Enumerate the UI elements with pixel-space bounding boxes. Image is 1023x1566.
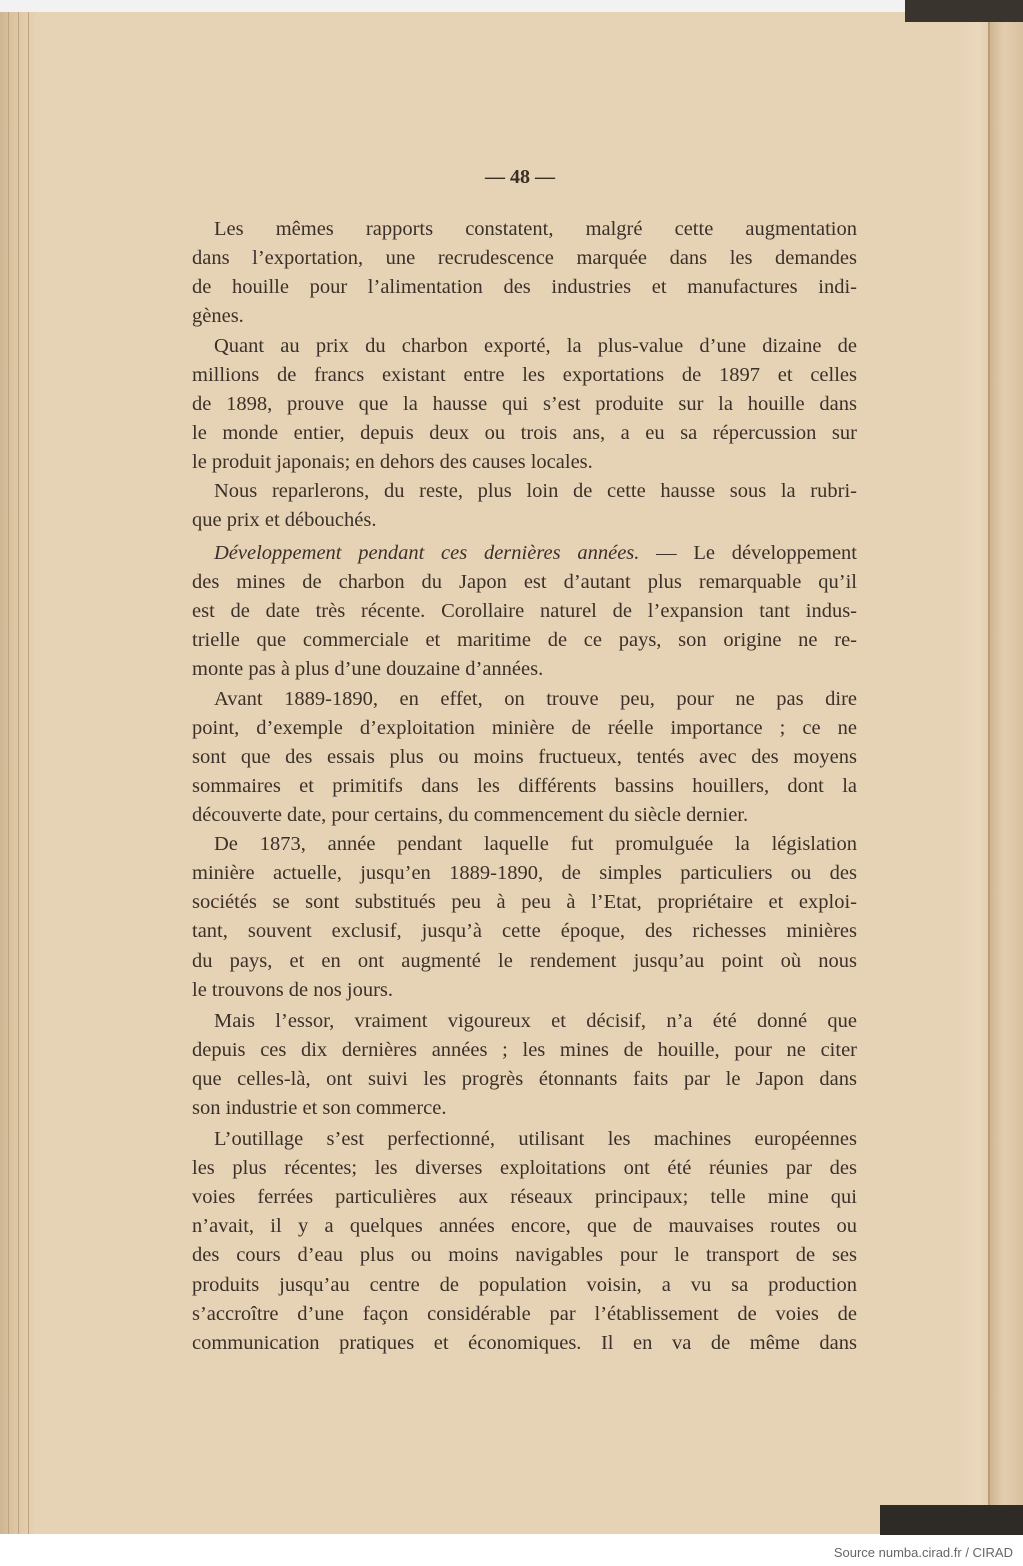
text-line: [214, 217, 857, 241]
line-text: Quant au prix du charbon exporté, la plus-value d’une dizaine de: [214, 335, 857, 357]
line-text: minière actuelle, jusqu’en 1889-1890, de simples particuliers ou des: [192, 862, 857, 884]
text-line: [214, 334, 857, 358]
book-binding-edge: [988, 20, 1023, 1535]
line-text: voies ferrées particulières aux réseaux principaux; telle mine qui: [192, 1186, 857, 1208]
line-text: tant, souvent exclusif, jusqu’à cette époque, des richesses minières: [192, 920, 857, 942]
line-text: Les mêmes rapports constatent, malgré cette augmentation: [214, 218, 857, 240]
line-text: s’accroître d’une façon considérable par l’établissement de voies de: [192, 1303, 857, 1325]
line-text: dans l’exportation, une recrudescence marquée dans les demandes: [192, 247, 857, 269]
book-cover-corner-bottom: [880, 1505, 1023, 1535]
text-line: [192, 745, 857, 769]
text-line: [192, 1067, 857, 1091]
line-text: — Le développement: [656, 542, 857, 564]
text-line: [214, 687, 857, 711]
text-line: [192, 949, 857, 973]
text-line: [214, 832, 857, 856]
line-text: les plus récentes; les diverses exploitations ont été réunies par des: [192, 1157, 857, 1179]
text-line: [192, 246, 857, 270]
text-line: [214, 479, 857, 503]
text-line: [192, 1096, 857, 1120]
text-line: [192, 1214, 857, 1238]
line-text: Mais l’essor, vraiment vigoureux et décisif, n’a été donné que: [214, 1010, 857, 1032]
line-text: De 1873, année pendant laquelle fut promulguée la législation: [214, 833, 857, 855]
text-line: [192, 1038, 857, 1062]
text-line: [192, 861, 857, 885]
line-text: le produit japonais; en dehors des causes locales.: [192, 451, 593, 473]
text-line: [192, 1185, 857, 1209]
line-text: le monde entier, depuis deux ou trois ans, a eu sa répercussion sur: [192, 422, 857, 444]
text-line: [192, 363, 857, 387]
text-line: [192, 508, 857, 532]
text-line: [192, 1156, 857, 1180]
text-line: [192, 304, 857, 328]
line-text: Nous reparlerons, du reste, plus loin de cette hausse sous la rubri-: [214, 480, 857, 502]
line-text: du pays, et en ont augmenté le rendement jusqu’au point où nous: [192, 950, 857, 972]
text-line: [192, 421, 857, 445]
line-text: point, d’exemple d’exploitation minière de réelle importance ; ce ne: [192, 717, 857, 739]
line-text: son industrie et son commerce.: [192, 1097, 447, 1119]
text-line: [192, 1331, 857, 1355]
line-text: L’outillage s’est perfectionné, utilisant les machines européennes: [214, 1128, 857, 1150]
line-text: des mines de charbon du Japon est d’autant plus remarquable qu’il: [192, 571, 857, 593]
section-heading-italic: Développement pendant ces dernières années.: [214, 542, 640, 564]
line-text: millions de francs existant entre les exportations de 1897 et celles: [192, 364, 857, 386]
text-line: [192, 978, 857, 1002]
text-line: [192, 570, 857, 594]
page-stack-edge: [0, 12, 36, 1534]
text-line: [192, 1243, 857, 1267]
text-line: [192, 1273, 857, 1297]
line-text: des cours d’eau plus ou moins navigables pour le transport de ses: [192, 1244, 857, 1266]
line-text: n’avait, il y a quelques années encore, que de mauvaises routes ou: [192, 1215, 857, 1237]
text-line: [192, 774, 857, 798]
line-text: que prix et débouchés.: [192, 509, 377, 531]
text-line: [192, 599, 857, 623]
line-text: produits jusqu’au centre de population voisin, a vu sa production: [192, 1274, 857, 1296]
line-text: sont que des essais plus ou moins fructueux, tentés avec des moyens: [192, 746, 857, 768]
text-line: [192, 450, 857, 474]
line-text: le trouvons de nos jours.: [192, 979, 393, 1001]
text-line: [192, 919, 857, 943]
line-text: communication pratiques et économiques. Il en va de même dans: [192, 1332, 857, 1354]
text-line: [192, 657, 857, 681]
text-line: [214, 541, 857, 565]
text-line: [192, 716, 857, 740]
text-line: [192, 275, 857, 299]
page-number: — 48 —: [485, 166, 555, 188]
line-text: découverte date, pour certains, du commencement du siècle dernier.: [192, 804, 749, 826]
text-line: [192, 1302, 857, 1326]
text-line: [192, 392, 857, 416]
line-text: de 1898, prouve que la hausse qui s’est produite sur la houille dans: [192, 393, 857, 415]
line-text: trielle que commerciale et maritime de ce pays, son origine ne re-: [192, 629, 857, 651]
text-line: [192, 803, 857, 827]
line-text: sommaires et primitifs dans les différents bassins houillers, dont la: [192, 775, 857, 797]
scan-background-top: [0, 0, 905, 12]
line-text: que celles-là, ont suivi les progrès étonnants faits par le Japon dans: [192, 1068, 857, 1090]
line-text: sociétés se sont substitués peu à peu à l’Etat, propriétaire et exploi-: [192, 891, 857, 913]
line-text: Avant 1889-1890, en effet, on trouve peu, pour ne pas dire: [214, 688, 857, 710]
text-line: [214, 1009, 857, 1033]
text-line: [214, 1127, 857, 1151]
line-text: depuis ces dix dernières années ; les mines de houille, pour ne citer: [192, 1039, 857, 1061]
line-text: de houille pour l’alimentation des industries et manufactures indi-: [192, 276, 857, 298]
line-text: est de date très récente. Corollaire naturel de l’expansion tant indus-: [192, 600, 857, 622]
text-line: [192, 890, 857, 914]
line-text: gènes.: [192, 305, 244, 327]
line-text: monte pas à plus d’une douzaine d’années.: [192, 658, 544, 680]
book-cover-corner-top: [905, 0, 1023, 22]
source-credit: Source numba.cirad.fr / CIRAD: [833, 1545, 1013, 1560]
text-line: [192, 628, 857, 652]
